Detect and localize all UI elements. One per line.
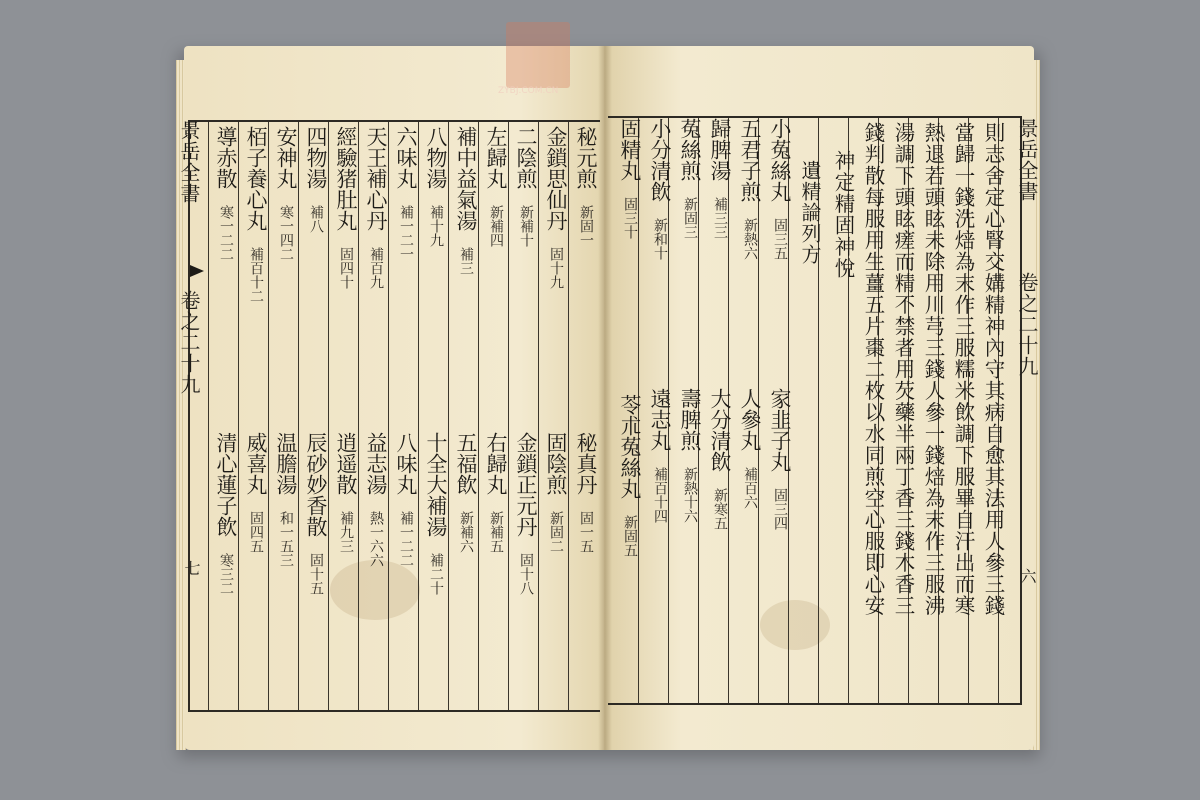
left-entry-lower [242, 432, 270, 553]
formula-name: 栢子養心丸 [244, 126, 268, 231]
right-entry-lower [616, 394, 644, 557]
formula-name: 補中益氣湯 [454, 126, 478, 231]
left-entry-lower [212, 432, 240, 595]
right-entry-lower [646, 388, 674, 523]
right-entry-lower [676, 388, 704, 523]
formula-reference: 補百六 [742, 451, 758, 509]
left-entry-upper [272, 126, 300, 261]
formula-reference: 新補四 [488, 189, 504, 247]
left-entry-lower [332, 432, 360, 553]
formula-reference: 補一二一 [398, 189, 414, 261]
left-entry-upper [392, 126, 420, 261]
formula-name: 固精丸 [618, 118, 642, 181]
formula-name: 辰砂妙香散 [304, 432, 328, 537]
formula-name: 二陰煎 [514, 126, 538, 189]
formula-reference: 補百九 [368, 231, 384, 289]
formula-reference: 新補十 [518, 189, 534, 247]
left-entry-upper [452, 126, 480, 275]
right-entry-upper [706, 118, 734, 239]
right-margin-volume: 卷之二十九 [1015, 272, 1039, 377]
formula-reference: 新固二 [548, 495, 564, 553]
formula-name: 人參丸 [738, 388, 762, 451]
left-entry-upper [212, 126, 240, 261]
section-heading: 遺精論列方 [798, 160, 822, 265]
right-entry-lower [706, 388, 734, 530]
prose-line: 湯調下頭眩瘥而精不禁者用芡藥半兩丁香三錢木香三 [891, 122, 915, 617]
formula-reference: 補百十二 [248, 231, 264, 303]
prose-line: 則志舍定心腎交媾精神內守其病自愈其法用人參三錢 [981, 122, 1005, 617]
left-margin-folio: 七 [182, 560, 201, 577]
left-entry-upper [242, 126, 270, 303]
formula-name: 八物湯 [424, 126, 448, 189]
formula-reference: 新補五 [488, 495, 504, 553]
formula-reference: 固四十 [338, 231, 354, 289]
formula-reference: 固十八 [518, 537, 534, 595]
formula-reference: 新固五 [622, 499, 638, 557]
right-entry-upper [736, 118, 764, 260]
formula-reference: 補十九 [428, 189, 444, 247]
formula-reference: 寒三二 [218, 537, 234, 595]
formula-reference: 補九三 [338, 495, 354, 553]
formula-name: 小分清飲 [648, 118, 672, 202]
watermark-seal [506, 22, 570, 88]
formula-reference: 固十五 [308, 537, 324, 595]
right-entry-lower [736, 388, 764, 509]
left-entry-upper [302, 126, 330, 233]
left-entry-upper [482, 126, 510, 247]
left-entry-lower [572, 432, 600, 553]
left-entry-upper [422, 126, 450, 247]
formula-reference: 補一二二 [398, 495, 414, 567]
formula-name: 温膽湯 [274, 432, 298, 495]
right-entry-lower [766, 388, 794, 530]
formula-name: 遠志丸 [648, 388, 672, 451]
formula-reference: 新熱十六 [682, 451, 698, 523]
formula-name: 壽脾煎 [678, 388, 702, 451]
prose-line: 神定精固神悅 [831, 150, 855, 279]
formula-name: 天王補心丹 [364, 126, 388, 231]
formula-reference: 熱一六六 [368, 495, 384, 567]
formula-reference: 寒一二二 [218, 189, 234, 261]
prose-line: 錢判散每服用生薑五片棗二枚以水同煎空心服即心安 [861, 122, 885, 617]
formula-name: 右歸丸 [484, 432, 508, 495]
watermark-url: ZYBJ.COM.CN [498, 86, 559, 96]
formula-reference: 新固一 [578, 189, 594, 247]
formula-name: 安神丸 [274, 126, 298, 189]
formula-name: 苓朮菟絲丸 [618, 394, 642, 499]
formula-reference: 固三五 [772, 202, 788, 260]
left-entry-lower [452, 432, 480, 553]
formula-reference: 新熱六 [742, 202, 758, 260]
formula-name: 五福飲 [454, 432, 478, 495]
formula-reference: 補三 [458, 231, 474, 275]
right-margin-folio: 六 [1018, 568, 1037, 585]
left-entry-upper [512, 126, 540, 247]
formula-name: 益志湯 [364, 432, 388, 495]
formula-reference: 固一五 [578, 495, 594, 553]
formula-name: 十全大補湯 [424, 432, 448, 537]
formula-name: 家韭子丸 [768, 388, 792, 472]
formula-reference: 固十九 [548, 231, 564, 289]
formula-reference: 寒一四二 [278, 189, 294, 261]
right-entry-upper [676, 118, 704, 239]
formula-reference: 補八 [308, 189, 324, 233]
left-entry-lower [512, 432, 540, 595]
left-entry-lower [272, 432, 300, 567]
formula-name: 經驗猪肚丸 [334, 126, 358, 231]
right-entry-upper [646, 118, 674, 260]
formula-name: 逍遥散 [334, 432, 358, 495]
formula-name: 清心蓮子飲 [214, 432, 238, 537]
formula-name: 八味丸 [394, 432, 418, 495]
left-entry-upper [542, 126, 570, 289]
formula-name: 導赤散 [214, 126, 238, 189]
formula-reference: 新固三 [682, 181, 698, 239]
margin-rule [208, 122, 209, 710]
left-entry-lower [302, 432, 330, 595]
formula-name: 歸脾湯 [708, 118, 732, 181]
left-entry-upper [332, 126, 360, 289]
formula-reference: 新和十 [652, 202, 668, 260]
formula-name: 固陰煎 [544, 432, 568, 495]
formula-reference: 和一五三 [278, 495, 294, 567]
left-entry-lower [422, 432, 450, 595]
formula-reference: 固三四 [772, 472, 788, 530]
formula-reference: 固三十 [622, 181, 638, 239]
formula-name: 金鎖正元丹 [514, 432, 538, 537]
left-entry-upper [572, 126, 600, 247]
formula-name: 六味丸 [394, 126, 418, 189]
left-entry-upper [362, 126, 390, 289]
formula-reference: 補三三 [712, 181, 728, 239]
prose-line: 熱退若頭眩未除用川芎三錢人參一錢焙為末作三服沸 [921, 122, 945, 617]
formula-reference: 固四五 [248, 495, 264, 553]
left-margin-title: 景岳全書 [177, 120, 201, 204]
formula-name: 秘元煎 [574, 126, 598, 189]
right-entry-upper [616, 118, 644, 239]
prose-line: 當歸一錢洗焙為末作三服糯米飲調下服畢自汗出而寒 [951, 122, 975, 617]
right-margin-title: 景岳全書 [1015, 118, 1039, 202]
formula-name: 小菟絲丸 [768, 118, 792, 202]
formula-name: 菟絲煎 [678, 118, 702, 181]
left-entry-lower [362, 432, 390, 567]
left-entry-lower [392, 432, 420, 567]
formula-reference: 新寒五 [712, 472, 728, 530]
left-margin-volume: 卷之二十九 [177, 290, 201, 395]
formula-reference: 補二十 [428, 537, 444, 595]
formula-reference: 新補六 [458, 495, 474, 553]
formula-name: 威喜丸 [244, 432, 268, 495]
formula-name: 大分清飲 [708, 388, 732, 472]
formula-name: 左歸丸 [484, 126, 508, 189]
left-entry-lower [542, 432, 570, 553]
formula-name: 五君子煎 [738, 118, 762, 202]
formula-name: 秘真丹 [574, 432, 598, 495]
left-entry-lower [482, 432, 510, 553]
formula-name: 金鎖思仙丹 [544, 126, 568, 231]
right-entry-upper [766, 118, 794, 260]
formula-name: 四物湯 [304, 126, 328, 189]
formula-reference: 補百十四 [652, 451, 668, 523]
